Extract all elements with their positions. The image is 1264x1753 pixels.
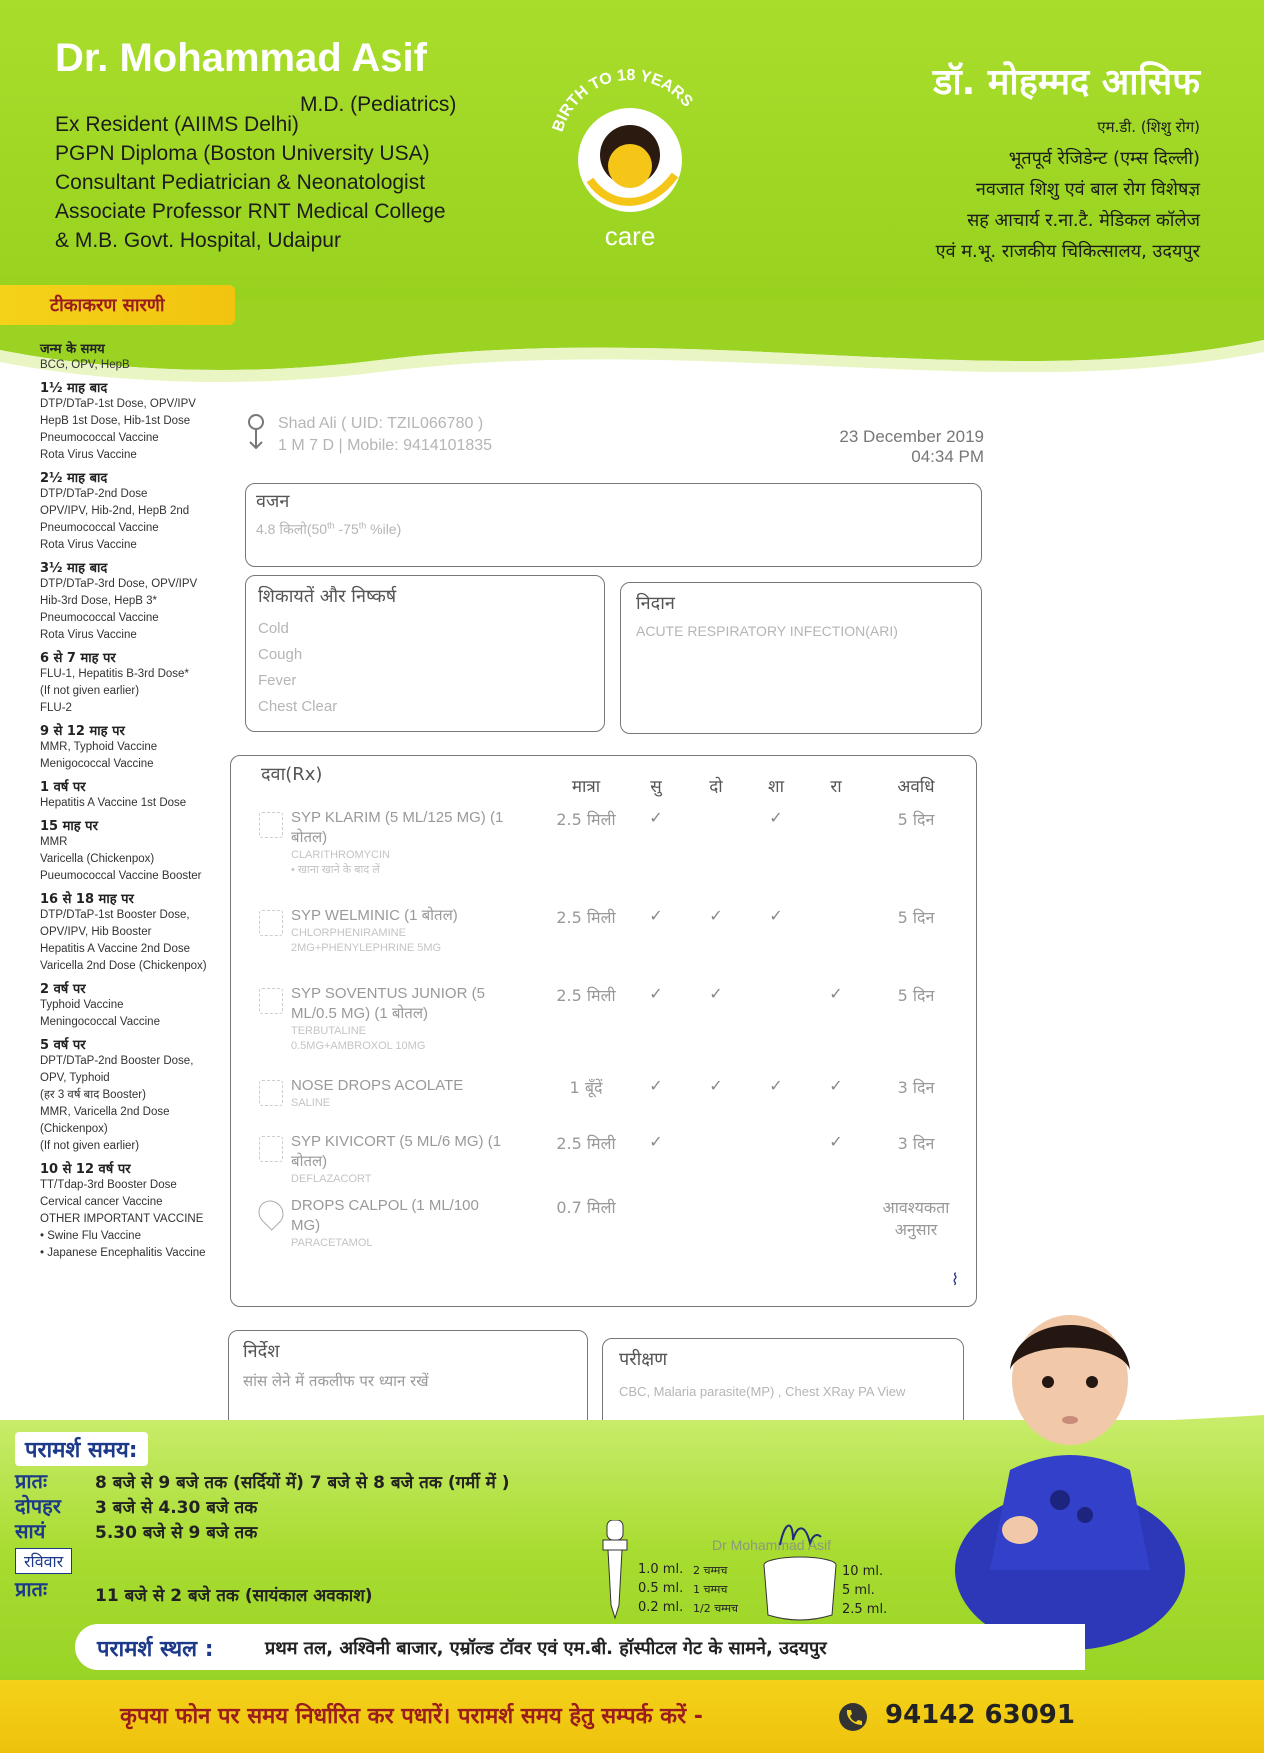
cup-ml-list [842,1562,887,1619]
address-label: परामर्श स्थल : [97,1637,214,1662]
complaint-item: Cold [258,620,289,637]
medicine-duration: 3 दिन [897,1078,935,1097]
hours-text-evening: 5.30 बजे से 9 बजे तक [95,1523,258,1543]
composition-line: TERBUTALINE [291,1025,366,1037]
doctor-credentials-en [55,110,446,255]
schedule-tick: ✓ [829,1076,843,1095]
doctor-name-hi: डॉ. मोहम्मद आसिफ [933,62,1200,103]
complaints-title: शिकायतें और निष्कर्ष [258,586,397,607]
diagnosis-value: ACUTE RESPIRATORY INFECTION(ARI) [636,623,898,639]
appointment-phone: 94142 63091 [885,1700,1075,1730]
credential-line: & M.B. Govt. Hospital, Udaipur [55,229,341,252]
vaccine-group-heading: जन्म के समय [40,342,105,357]
vaccine-item: OPV/IPV, Hib Booster [40,926,152,938]
schedule-tick: ✓ [649,808,663,827]
medicine-name: SYP KLARIM (5 ML/125 MG) (1 बोतल) [291,809,504,846]
vaccine-group-heading: 15 माह पर [40,819,98,834]
medicine-composition [291,1096,521,1111]
cup-ml: 10 ml. [842,1564,884,1579]
schedule-tick: ✓ [769,906,783,925]
vaccine-item: Pneumococcal Vaccine [40,522,159,534]
schedule-tick: ✓ [769,808,783,827]
weight-panel [245,483,982,567]
credential-line: PGPN Diploma (Boston University USA) [55,142,430,165]
medicine-dose: 2.5 मिली [556,1134,616,1153]
schedule-tick: ✓ [829,984,843,1003]
vaccine-item: OPV/IPV, Hib-2nd, HepB 2nd [40,505,190,517]
dose-spoon: 1 चम्मच [693,1583,728,1596]
medicine-name: SYP WELMINIC (1 बोतल) [291,907,458,924]
vaccine-item: OPV, Typhoid [40,1072,110,1084]
vaccine-group-heading: 5 वर्ष पर [40,1038,86,1053]
doctor-name-en: Dr. Mohammad Asif [55,36,427,80]
composition-line: DEFLAZACORT [291,1173,372,1185]
rx-header-morning: सु [650,777,662,797]
male-gender-icon [245,412,267,452]
schedule-tick: ✓ [649,984,663,1003]
vaccine-group-heading: 2 वर्ष पर [40,982,86,997]
hours-text-morning: 8 बजे से 9 बजे तक (सर्दियों में) 7 बजे से 8 बजे तक (गर्मी में ) [95,1473,510,1493]
vaccine-item: (हर 3 वर्ष बाद Booster) [40,1089,146,1101]
doctor-degree-en: M.D. (Pediatrics) [300,93,457,116]
vaccine-item: FLU-1, Hepatitis B-3rd Dose* [40,668,189,680]
diagnosis-title: निदान [636,593,675,614]
medicine-dose: 2.5 मिली [556,908,616,927]
hours-text-sunday: 11 बजे से 2 बजे तक (सायंकाल अवकाश) [95,1586,373,1606]
phone-icon [838,1702,868,1732]
vaccine-item: Meningococcal Vaccine [40,1016,160,1028]
composition-line: CLARITHROMYCIN [291,849,391,861]
vaccine-item: MMR, Varicella 2nd Dose (Chickenpox) [40,1106,170,1135]
medicine-name: NOSE DROPS ACOLATE [291,1077,464,1094]
vaccination-tab [0,285,235,325]
bottle-icon [259,1136,283,1162]
vaccine-item: OTHER IMPORTANT VACCINE [40,1213,204,1225]
tests-title: परीक्षण [619,1349,668,1370]
medicine-name: DROPS CALPOL (1 ML/100 MG) [291,1197,479,1234]
vaccine-item: Hepatitis A Vaccine 1st Dose [40,797,187,809]
credential-line: Ex Resident (AIIMS Delhi) [55,113,299,136]
rx-header-night: रा [830,777,842,797]
tests-value: CBC, Malaria parasite(MP) , Chest XRay PA View [619,1384,906,1399]
vaccine-item: HepB 1st Dose, Hib-1st Dose [40,415,191,427]
vaccine-item: TT/Tdap-3rd Booster Dose [40,1179,177,1191]
vaccine-group-heading: 6 से 7 माह पर [40,651,116,666]
hours-text-afternoon: 3 बजे से 4.30 बजे तक [95,1498,258,1518]
child-photo [920,1270,1220,1650]
schedule-tick: ✓ [709,1076,723,1095]
schedule-tick: ✓ [769,1076,783,1095]
complaints-panel [245,575,605,732]
vaccine-group-heading: 16 से 18 माह पर [40,892,134,907]
appointment-strip [0,1680,1264,1753]
dose-spoon: 2 चम्मच [693,1564,728,1577]
hours-title-badge [15,1432,148,1466]
vaccine-item: Pneumococcal Vaccine [40,612,159,624]
rx-header-afternoon: दो [709,777,723,797]
vaccine-item: MMR [40,836,68,848]
vaccine-item: Rota Virus Vaccine [40,449,137,461]
weight-title: वजन [256,491,290,512]
composition-line: 0.5MG+AMBROXOL 10MG [291,1040,426,1052]
hours-label-evening: सायं [15,1519,46,1543]
credential-line: Associate Professor RNT Medical College [55,200,446,223]
vaccine-item: DTP/DTaP-2nd Dose [40,488,148,500]
complaint-item: Fever [258,672,297,689]
vaccine-item: DTP/DTaP-1st Dose, OPV/IPV [40,398,196,410]
measuring-cup-icon [760,1555,840,1625]
vaccine-item: Hib-3rd Dose, HepB 3* [40,595,157,607]
vaccine-item: Rota Virus Vaccine [40,629,137,641]
medicine-name: SYP SOVENTUS JUNIOR (5 ML/0.5 MG) (1 बोतल) [291,985,485,1022]
medicine-duration: 5 दिन [897,986,935,1005]
sunday-badge: रविवार [15,1548,72,1574]
dropper-icon [595,1520,635,1620]
care-logo [540,60,720,260]
vaccine-item: Typhoid Vaccine [40,999,124,1011]
dropper-ml-list [638,1560,683,1617]
vaccine-item: Rota Virus Vaccine [40,539,137,551]
medicine-dose: 2.5 मिली [556,986,616,1005]
rx-header-duration: अवधि [897,777,935,797]
vaccine-item: Varicella (Chickenpox) [40,853,155,865]
medicine-composition [291,1172,521,1187]
schedule-tick: ✓ [649,906,663,925]
address-strip [75,1624,1085,1670]
composition-line: PARACETAMOL [291,1237,373,1249]
complaints-list [258,616,337,720]
vaccine-item: DTP/DTaP-3rd Dose, OPV/IPV [40,578,198,590]
vaccine-group-heading: 3½ माह बाद [40,561,108,576]
vaccine-group-heading: 2½ माह बाद [40,471,108,486]
credential-line-hi: सह आचार्य र.ना.टै. मेडिकल कॉलेज [967,210,1200,231]
vaccine-group-heading: 9 से 12 माह पर [40,724,125,739]
medicine-duration: 5 दिन [897,810,935,829]
rx-title: दवा(Rx) [261,764,323,785]
schedule-tick: ✓ [709,906,723,925]
rx-header-evening: शा [768,777,784,797]
dose-ml: 0.2 ml. [638,1600,684,1615]
logo-care-text: care [604,221,656,251]
credential-line: Consultant Pediatrician & Neonatologist [55,171,426,194]
vaccine-item: MMR, Typhoid Vaccine [40,741,158,753]
medicine-duration: 3 दिन [897,1134,935,1153]
credential-line-hi: भूतपूर्व रेजिडेन्ट (एम्स दिल्ली) [1008,148,1200,169]
handwritten-mark: ⌇ [949,1269,959,1290]
medicine-composition [291,1024,521,1054]
rx-header-dose: मात्रा [571,777,601,797]
cup-ml: 5 ml. [842,1583,875,1598]
dose-spoon: 1/2 चम्मच [693,1602,739,1615]
medicine-duration: आवश्यकता अनुसार [882,1198,950,1239]
vaccine-item: Hepatitis A Vaccine 2nd Dose [40,943,191,955]
complaint-item: Chest Clear [258,698,338,715]
hours-label-sunday: प्रातः [15,1577,47,1601]
weight-value: 4.8 किलो(50th -75th %ile) [256,520,402,537]
spoon-list [693,1561,738,1618]
vaccine-item: Menigococcal Vaccine [40,758,154,770]
schedule-tick: ✓ [649,1132,663,1151]
drop-icon [253,1195,288,1230]
vaccination-schedule [40,335,240,1262]
vaccine-item: (If not given earlier) [40,1140,140,1152]
handwritten-signature [775,1515,825,1555]
vaccine-item: Varicella 2nd Dose (Chickenpox) [40,960,207,972]
composition-line: 2MG+PHENYLEPHRINE 5MG [291,942,442,954]
advice-value: सांस लेने में तकलीफ पर ध्यान रखें [243,1372,429,1390]
vaccine-item: (If not given earlier) [40,685,140,697]
credential-line-hi: नवजात शिशु एवं बाल रोग विशेषज्ञ [975,179,1200,200]
vaccine-group-heading: 1½ माह बाद [40,381,108,396]
medicine-dose: 2.5 मिली [556,810,616,829]
vaccine-item: • Japanese Encephalitis Vaccine [40,1247,206,1259]
printed-signature: Dr Mohammad Asif [712,1537,832,1553]
nose-drop-icon [259,1080,283,1106]
patient-details: 1 M 7 D | Mobile: 9414101835 [278,437,493,454]
medicine-name: SYP KIVICORT (5 ML/6 MG) (1 बोतल) [291,1133,502,1170]
schedule-tick: ✓ [709,984,723,1003]
hours-title: परामर्श समय: [25,1438,138,1463]
vaccination-title: टीकाकरण सारणी [50,295,165,316]
vaccine-item: BCG, OPV, HepB [40,359,130,371]
visit-datetime [839,427,984,467]
bottle-icon [259,910,283,936]
medicine-dose: 0.7 मिली [556,1198,616,1217]
advice-title: निर्देश [243,1341,280,1362]
patient-name-uid: Shad Ali ( UID: TZIL066780 ) [278,415,484,432]
rx-panel [230,755,977,1307]
diagnosis-panel [620,582,982,734]
medicine-composition [291,848,521,878]
medicine-dose: 1 बूँदें [569,1078,603,1097]
composition-line: SALINE [291,1097,331,1109]
vaccine-item: Cervical cancer Vaccine [40,1196,163,1208]
credential-line-hi: एवं म.भू. राजकीय चिकित्सालय, उदयपुर [935,241,1200,262]
vaccine-item: DPT/DTaP-2nd Booster Dose, [40,1055,194,1067]
schedule-tick: ✓ [649,1076,663,1095]
vaccine-group-heading: 10 से 12 वर्ष पर [40,1162,131,1177]
medicine-composition [291,1236,521,1251]
schedule-tick: ✓ [829,1132,843,1151]
vaccine-group-heading: 1 वर्ष पर [40,780,86,795]
vaccine-item: Pueumococcal Vaccine Booster [40,870,202,882]
vaccine-item: DTP/DTaP-1st Booster Dose, [40,909,190,921]
dose-ml: 1.0 ml. [638,1562,684,1577]
bottle-icon [259,988,283,1014]
vaccine-item: FLU-2 [40,702,72,714]
visit-time: 04:34 PM [911,447,984,466]
visit-date: 23 December 2019 [839,427,984,446]
vaccine-item: Pneumococcal Vaccine [40,432,159,444]
medicine-composition [291,926,521,956]
complaint-item: Cough [258,646,303,663]
composition-line: CHLORPHENIRAMINE [291,927,406,939]
vaccine-item: • Swine Flu Vaccine [40,1230,141,1242]
logo-arc-text: BIRTH TO 18 YEARS [549,66,696,134]
cup-ml: 2.5 ml. [842,1602,888,1617]
address-text: प्रथम तल, अश्विनी बाजार, एम्रॉल्ड टॉवर एवं एम.बी. हॉस्पीटल गेट के सामने, उदयपुर [265,1638,827,1659]
appointment-text: कृपया फोन पर समय निर्धारित कर पधारें। परामर्श समय हेतु सम्पर्क करें - [120,1704,703,1729]
bottle-icon [259,812,283,838]
dose-ml: 0.5 ml. [638,1581,684,1596]
doctor-degree-hi: एम.डी. (शिशु रोग) [1097,118,1200,136]
medicine-duration: 5 दिन [897,908,935,927]
composition-line: • खाना खाने के बाद लें [291,864,380,876]
hours-label-afternoon: दोपहर [15,1494,61,1518]
hours-label-morning: प्रातः [15,1469,47,1493]
doctor-credentials-hi [780,112,1200,267]
